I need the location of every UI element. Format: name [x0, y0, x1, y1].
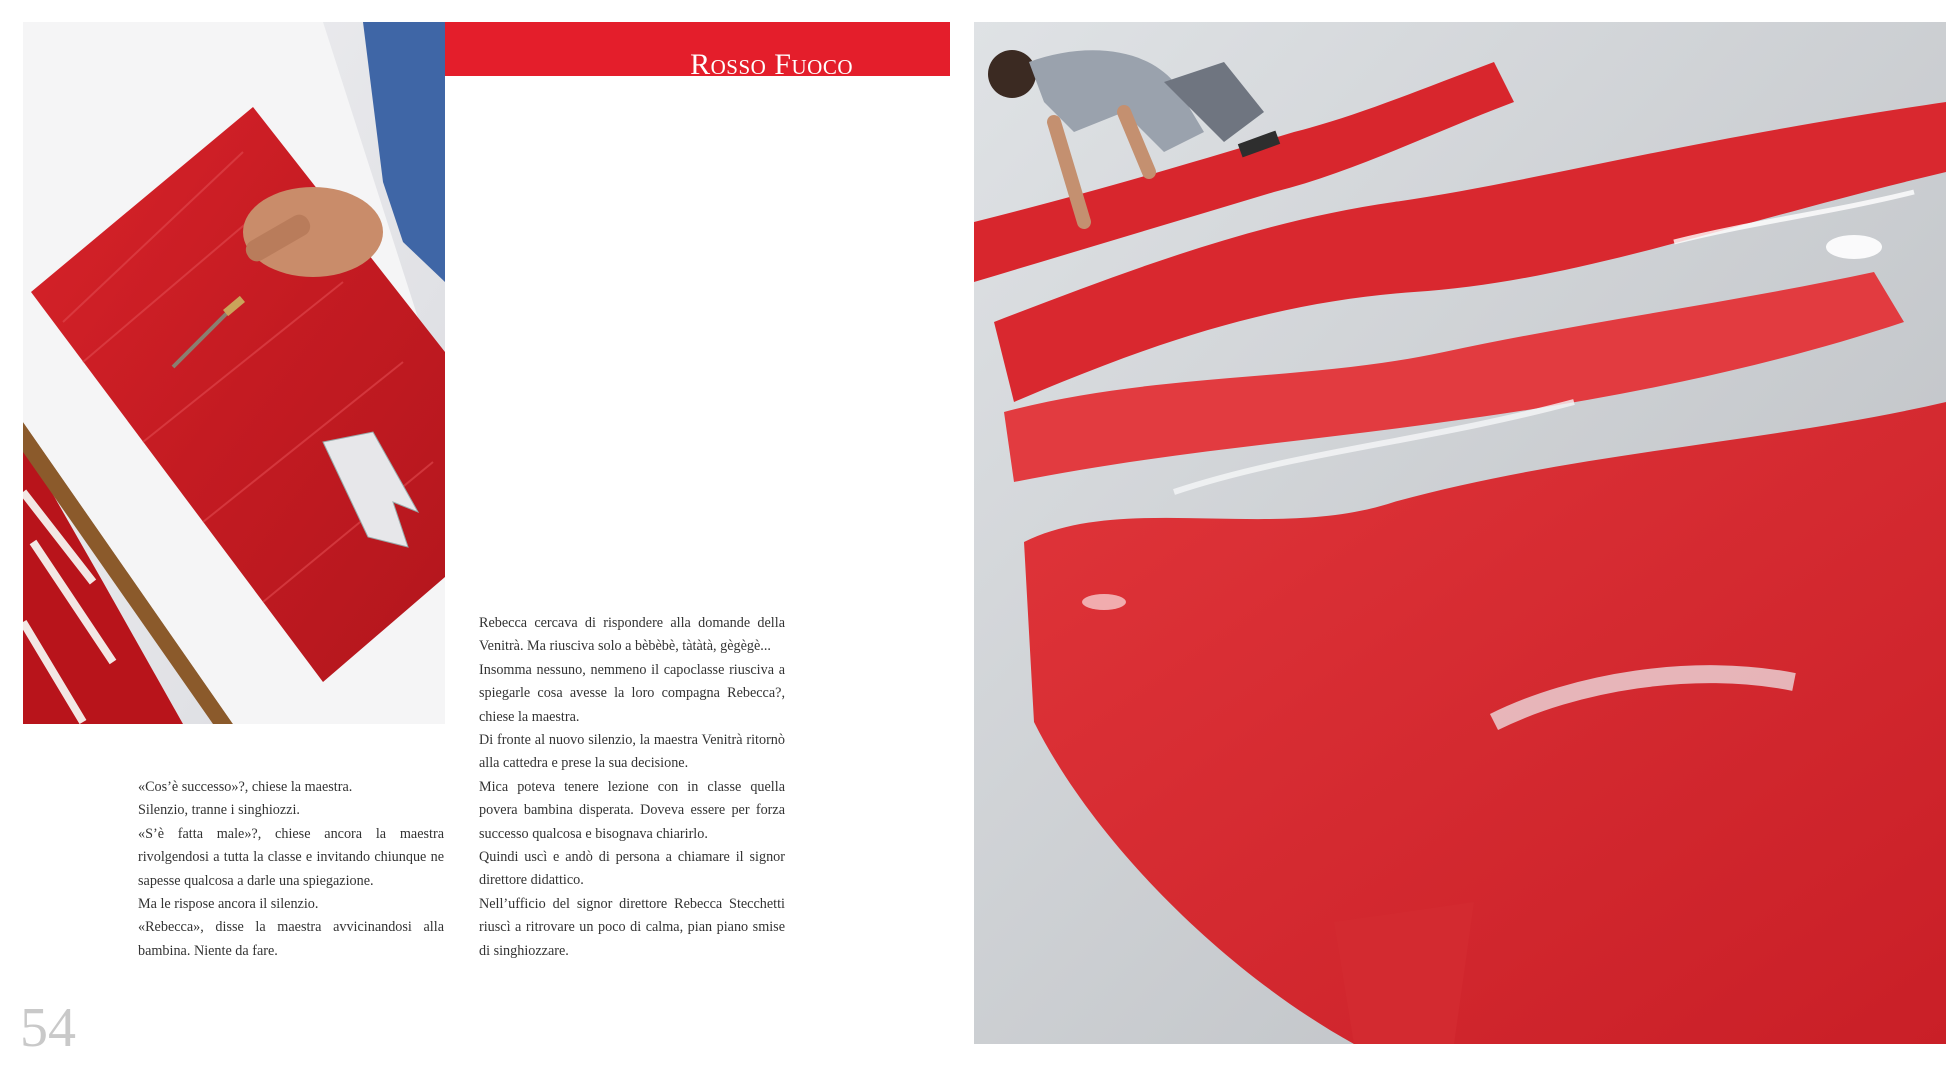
- page-title: Rosso Fuoco: [690, 48, 853, 81]
- paragraph: Silenzio, tranne i singhiozzi.: [138, 802, 300, 819]
- paragraph: Nell’ufficio del signor direttore Rebecca Stecchetti riuscì a ritrovare un poco di calma, pian piano smise di singhiozzare.: [479, 895, 785, 959]
- left-text-column: [138, 776, 444, 963]
- paragraph: Di fronte al nuovo silenzio, la maestra Venitrà ritornò alla cattedra e prese la sua decisione.: [479, 732, 785, 772]
- paragraph: Rebecca cercava di rispondere alla domande della Venitrà. Ma riusciva solo a bèbèbè, tàtàtà, gègègè...: [479, 615, 785, 655]
- paragraph: Ma le rispose ancora il silenzio.: [138, 896, 319, 913]
- page-number: 54: [20, 997, 76, 1059]
- paragraph: «Rebecca», disse la maestra avvicinandosi alla bambina. Niente da fare.: [138, 919, 444, 959]
- painted-panel-photo: [23, 22, 445, 724]
- painted-floor-photo: [974, 22, 1946, 1044]
- paragraph: Mica poteva tenere lezione con in classe quella povera bambina disperata. Doveva essere per forza successo qualcosa e bisognava chiarirlo.: [479, 778, 785, 842]
- paragraph: Quindi uscì e andò di persona a chiamare il signor direttore didattico.: [479, 849, 785, 889]
- title-banner: [445, 22, 950, 81]
- paragraph: «Cos’è successo»?, chiese la maestra.: [138, 779, 353, 795]
- paragraph: «S’è fatta male»?, chiese ancora la maestra rivolgendosi a tutta la classe e invitando chiunque ne sapesse qualcosa a darle una spiegazione.: [138, 825, 444, 889]
- middle-text-column: [479, 612, 785, 963]
- paragraph: Insomma nessuno, nemmeno il capoclasse riusciva a spiegarle cosa avesse la loro compagna Rebecca?, chiese la maestra.: [479, 661, 785, 725]
